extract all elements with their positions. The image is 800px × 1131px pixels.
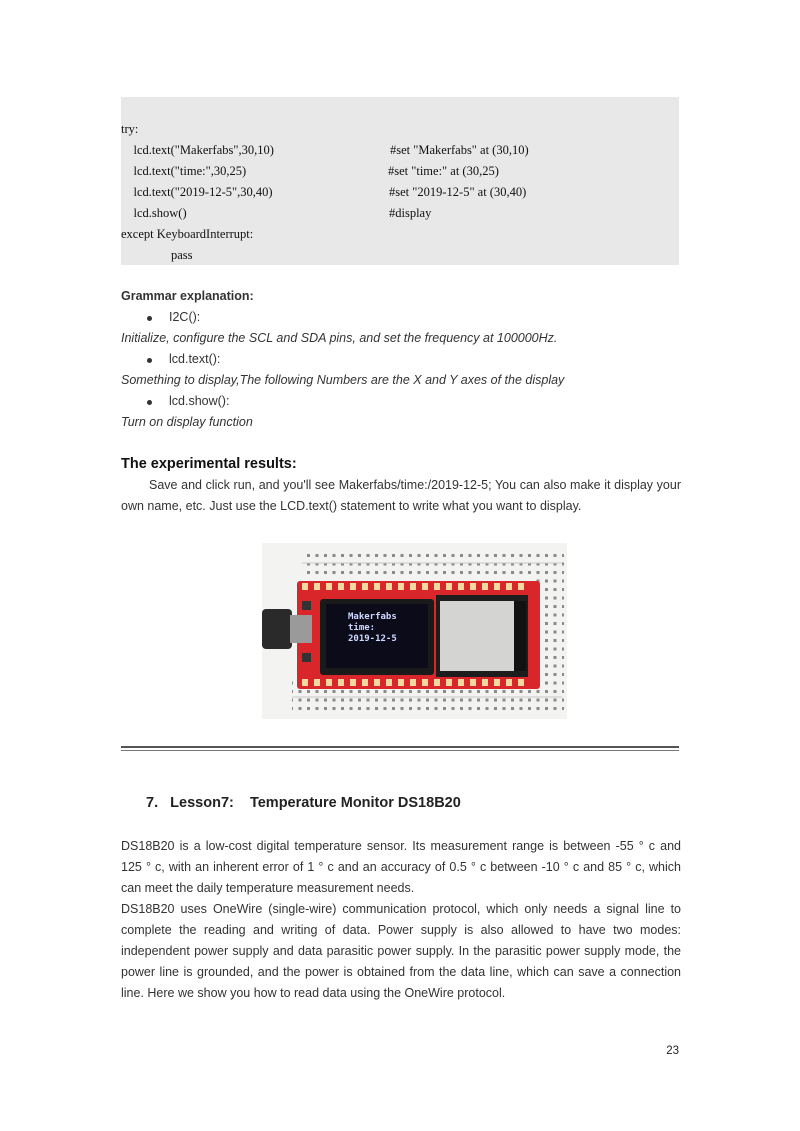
code-block (121, 97, 679, 265)
lesson-paragraph: DS18B20 uses OneWire (single-wire) communication protocol, which only needs a signal line to complete the reading and writing of data. Power supply is also allowed to have two modes: independent power supply and data parasitic power supply. In the parasitic power supply mode, the power line is grounded, and the power is obtained from the data line, which can save a connection line. Here we show you how to read data using the OneWire protocol. (121, 902, 681, 1000)
page-number: 23 (666, 1045, 679, 1057)
code-line: lcd.text("time:",30,25) (121, 164, 247, 178)
code-line: lcd.text("Makerfabs",30,10) (121, 143, 274, 157)
results-paragraph: Save and click run, and you'll see Makerfabs/time:/2019-12-5; You can also make it display your own name, etc. Just use the LCD.text() statement to write what you want to display. (121, 478, 681, 513)
grammar-heading: Grammar explanation: (121, 289, 254, 303)
lesson-paragraph: DS18B20 is a low-cost digital temperature sensor. Its measurement range is between -55 ° c and 125 ° c, with an inherent error of 1 ° c and an accuracy of 0.5 ° c between -10 ° c and 85 ° c, which can meet the daily temperature measurement needs. (121, 839, 681, 895)
bullet-icon (147, 358, 152, 363)
list-item-description: Initialize, configure the SCL and SDA pins, and set the frequency at 100000Hz. (121, 331, 558, 345)
code-line: pass (121, 248, 193, 262)
list-item-label: lcd.text(): (169, 352, 221, 366)
oled-text: 2019-12-5 (348, 634, 397, 644)
board-photo (262, 543, 567, 719)
divider (121, 750, 679, 751)
code-line: lcd.text("2019-12-5",30,40) (121, 185, 273, 199)
list-item-label: lcd.show(): (169, 394, 230, 408)
oled-text: time: (348, 623, 376, 633)
results-heading: The experimental results: (121, 456, 297, 472)
code-line: lcd.show() (121, 206, 187, 220)
code-comment: #set "2019-12-5" at (30,40) (389, 185, 527, 199)
section-heading: 7. Lesson7: Temperature Monitor DS18B20 (146, 795, 461, 811)
board-illustration (262, 543, 567, 719)
divider (121, 746, 679, 748)
code-comment: #display (389, 206, 432, 220)
code-line: except KeyboardInterrupt: (121, 227, 254, 241)
bullet-icon (147, 400, 152, 405)
list-item-label: I2C(): (169, 310, 201, 324)
code-comment: #set "time:" at (30,25) (388, 164, 499, 178)
list-item-description: Turn on display function (121, 415, 253, 429)
bullet-icon (147, 316, 152, 321)
list-item-description: Something to display,The following Numbers are the X and Y axes of the display (121, 373, 565, 387)
code-comment: #set "Makerfabs" at (30,10) (390, 143, 529, 157)
code-line: try: (121, 122, 139, 136)
oled-text: Makerfabs (348, 612, 397, 622)
